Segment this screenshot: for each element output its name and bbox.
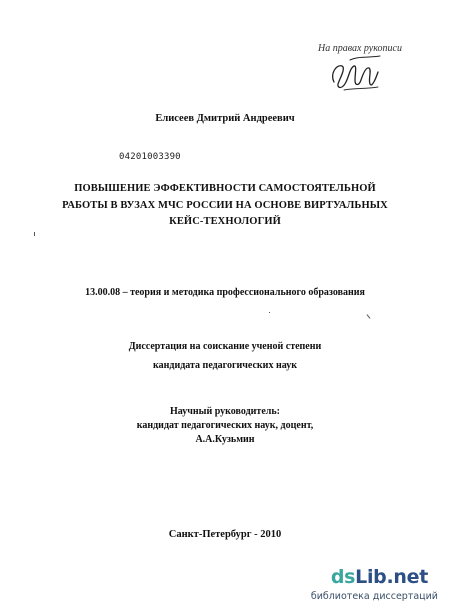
watermark-subtitle: библиотека диссертаций <box>310 591 438 602</box>
title-line: ПОВЫШЕНИЕ ЭФФЕКТИВНОСТИ САМОСТОЯТЕЛЬНОЙ <box>74 183 376 194</box>
supervisor-credentials: кандидат педагогических наук, доцент, <box>136 420 314 431</box>
supervisor-block <box>0 405 450 447</box>
watermark-net: .net <box>386 566 428 588</box>
title-line: РАБОТЫ В ВУЗАХ МЧС РОССИИ НА ОСНОВЕ ВИРТУАЛЬНЫХ <box>62 199 388 211</box>
degree-line: Диссертация на соискание ученой степени <box>128 341 322 352</box>
dslib-watermark-logo <box>310 566 448 610</box>
degree-line: кандидата педагогических наук <box>153 360 297 371</box>
scan-mark <box>367 314 371 318</box>
specialty-code: 13.00.08 – теория и методика профессионального образования <box>85 287 365 298</box>
scan-mark <box>269 312 270 313</box>
watermark-wordmark <box>331 566 428 588</box>
degree-statement <box>0 337 450 375</box>
dissertation-title <box>40 181 410 231</box>
watermark-ds: ds <box>330 566 356 588</box>
city-year: Санкт-Петербург - 2010 <box>168 529 282 540</box>
rights-note: На правах рукописи <box>318 43 402 54</box>
scan-mark <box>34 232 35 236</box>
handwritten-signature <box>328 52 388 94</box>
library-stamp-code: 04201003390 <box>119 152 181 162</box>
supervisor-label: Научный руководитель: <box>170 406 280 417</box>
watermark-lib: Lib <box>355 566 387 588</box>
author-name: Елисеев Дмитрий Андреевич <box>155 113 295 124</box>
title-line: КЕЙС-ТЕХНОЛОГИЙ <box>169 216 281 227</box>
supervisor-name: А.А.Кузьмин <box>195 434 255 445</box>
